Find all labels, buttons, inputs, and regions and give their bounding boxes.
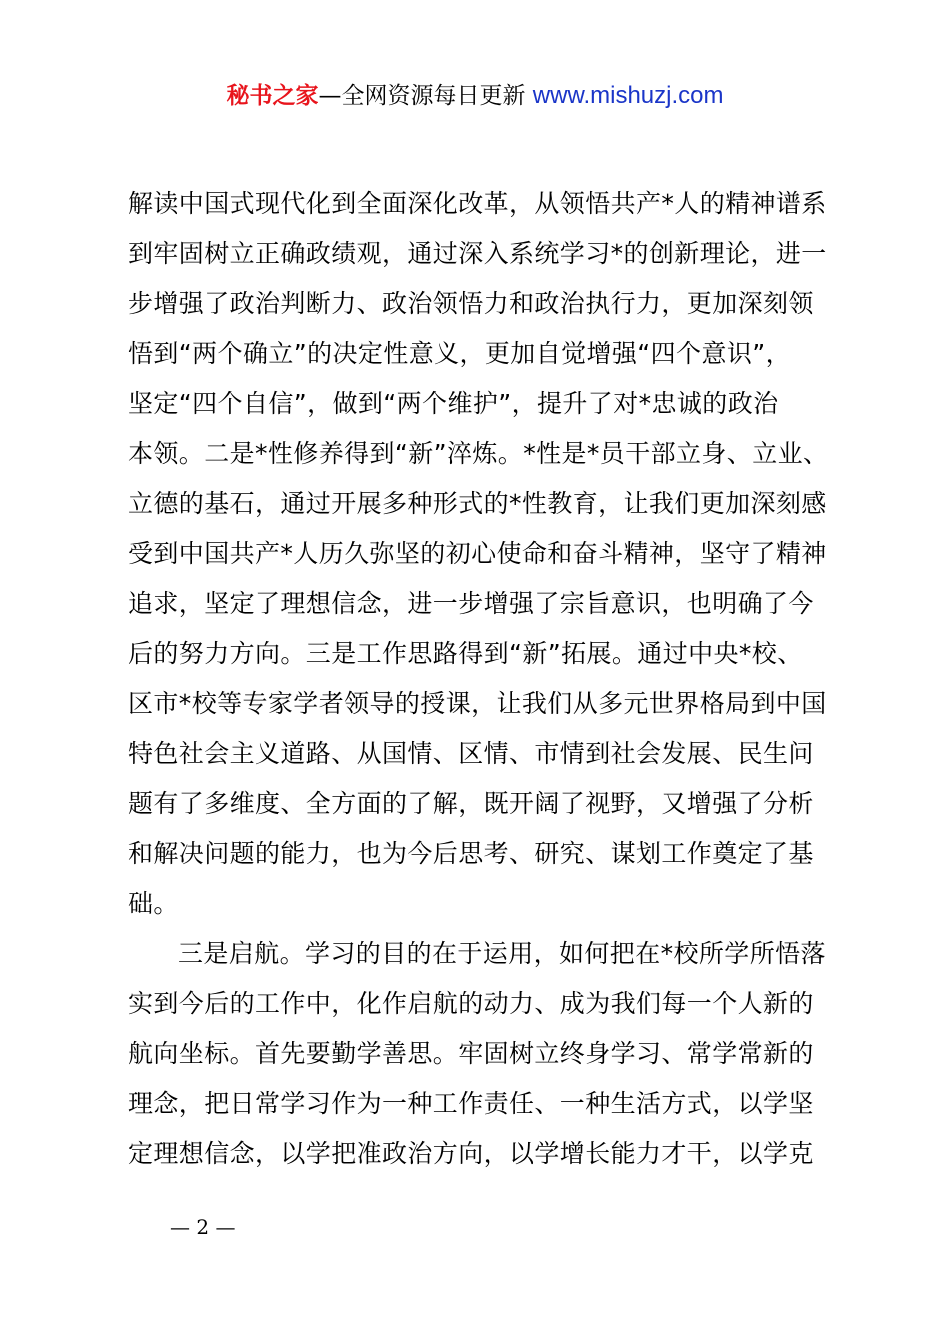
paragraph-start-line: 三是启航。学习的目的在于运用，如何把在*校所学所悟落: [178, 939, 826, 968]
text-line: 航向坐标。首先要勤学善思。牢固树立终身学习、常学常新的: [128, 1039, 814, 1068]
text-line: 实到今后的工作中，化作启航的动力、成为我们每一个人新的: [128, 989, 814, 1018]
text-line: 本领。二是*性修养得到“新”淬炼。*性是*员干部立身、立业、: [128, 439, 829, 468]
text-line: 到牢固树立正确政绩观，通过深入系统学习*的创新理论，进一: [128, 239, 827, 268]
text-line: 区市*校等专家学者领导的授课，让我们从多元世界格局到中国: [128, 689, 827, 718]
header-tagline: —全网资源每日更新: [318, 83, 533, 109]
text-line: 步增强了政治判断力、政治领悟力和政治执行力，更加深刻领: [128, 289, 814, 318]
text-line: 础。: [128, 889, 179, 918]
text-line: 题有了多维度、全方面的了解，既开阔了视野，又增强了分析: [128, 789, 814, 818]
text-line: 定理想信念，以学把准政治方向，以学增长能力才干，以学克: [128, 1139, 814, 1168]
text-line: 特色社会主义道路、从国情、区情、市情到社会发展、民生问: [128, 739, 814, 768]
text-line: 追求，坚定了理想信念，进一步增强了宗旨意识，也明确了今: [128, 589, 814, 618]
page-number: — 2 —: [170, 1215, 236, 1239]
text-line: 后的努力方向。三是工作思路得到“新”拓展。通过中央*校、: [128, 639, 803, 668]
brand-name: 秘书之家: [226, 83, 319, 109]
text-line: 坚定“四个自信”，做到“两个维护”，提升了对*忠诚的政治: [128, 389, 779, 418]
text-line: 和解决问题的能力，也为今后思考、研究、谋划工作奠定了基: [128, 839, 814, 868]
site-url[interactable]: www.mishuzj.com: [532, 82, 724, 109]
document-body: [128, 179, 848, 1179]
text-line: 悟到“两个确立”的决定性意义，更加自觉增强“四个意识”，: [128, 339, 792, 368]
text-line: 受到中国共产*人历久弥坚的初心使命和奋斗精神，坚守了精神: [128, 539, 827, 568]
site-header: [0, 80, 950, 112]
text-line: 理念，把日常学习作为一种工作责任、一种生活方式，以学坚: [128, 1089, 814, 1118]
text-line: 立德的基石，通过开展多种形式的*性教育，让我们更加深刻感: [128, 489, 827, 518]
text-line: 解读中国式现代化到全面深化改革，从领悟共产*人的精神谱系: [128, 189, 827, 218]
